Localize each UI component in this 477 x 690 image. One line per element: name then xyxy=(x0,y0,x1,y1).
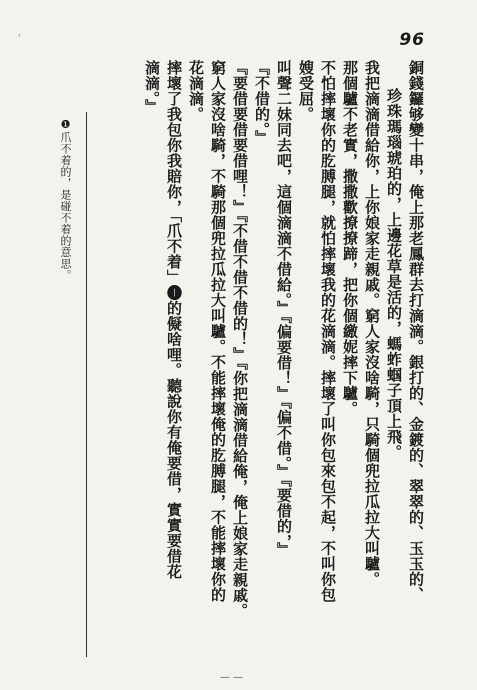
text-line: 叫聲二妹同去吧，這個滴滴不借給。』『偏要借！』『偏不借。』『要借的，』 xyxy=(275,60,293,558)
text-line: 珍珠瑪瑙琥珀的，上邊花草是活的，螞蚱蝈子頂上飛。 xyxy=(385,88,403,460)
footnote-divider xyxy=(86,112,87,657)
main-text xyxy=(141,60,427,620)
text-line: 花滴滴。 xyxy=(187,60,205,122)
text-line: 嫂受屈。 xyxy=(297,60,315,122)
footnote-text: 爪不着的，是碰不着的意思。 xyxy=(59,131,72,281)
page-number: 96 xyxy=(399,30,425,50)
text-line: 那個驢不老實，撒撒歡撩撩蹄，把你個繳妮摔下驢。 xyxy=(341,60,359,417)
text-line: 『要借要借要借哩！』『不借不借不借的！』『你把滴滴借給俺，俺上娘家走親戚。 xyxy=(231,60,249,619)
text-line: 銅錢鑼够變十串，俺上那老鳳群去打滴滴。銀打的、金鍍的、翠翠的、玉玉的、 xyxy=(407,60,425,603)
text-line: 我把滴滴借給你，上你娘家走親戚。窮人家沒啥騎，只騎個兜拉瓜拉大叫驢。 xyxy=(363,60,381,587)
bottom-mark: — — xyxy=(220,672,244,683)
margin-mark: ' xyxy=(18,34,21,44)
text-line: 滴滴。』 xyxy=(143,60,161,115)
text-line: 『不借的。』 xyxy=(253,60,271,146)
footnote xyxy=(57,118,73,281)
text-line: 摔壞了我包你我賠你，「爪不着」❶的儗啥哩。聽說你有俺要借，實實要借花 xyxy=(165,60,183,580)
text-line: 不怕摔壞你的肐膊腿，就怕摔壞我的花滴滴。摔壞了叫你包來包不起，不叫你包 xyxy=(319,60,337,603)
text-line: 窮人家沒啥騎，不騎那個兜拉瓜拉大叫驢。不能摔壞俺的肐膊腿，不能摔壞你的 xyxy=(209,60,227,603)
footnote-marker: ❶ xyxy=(59,118,72,132)
